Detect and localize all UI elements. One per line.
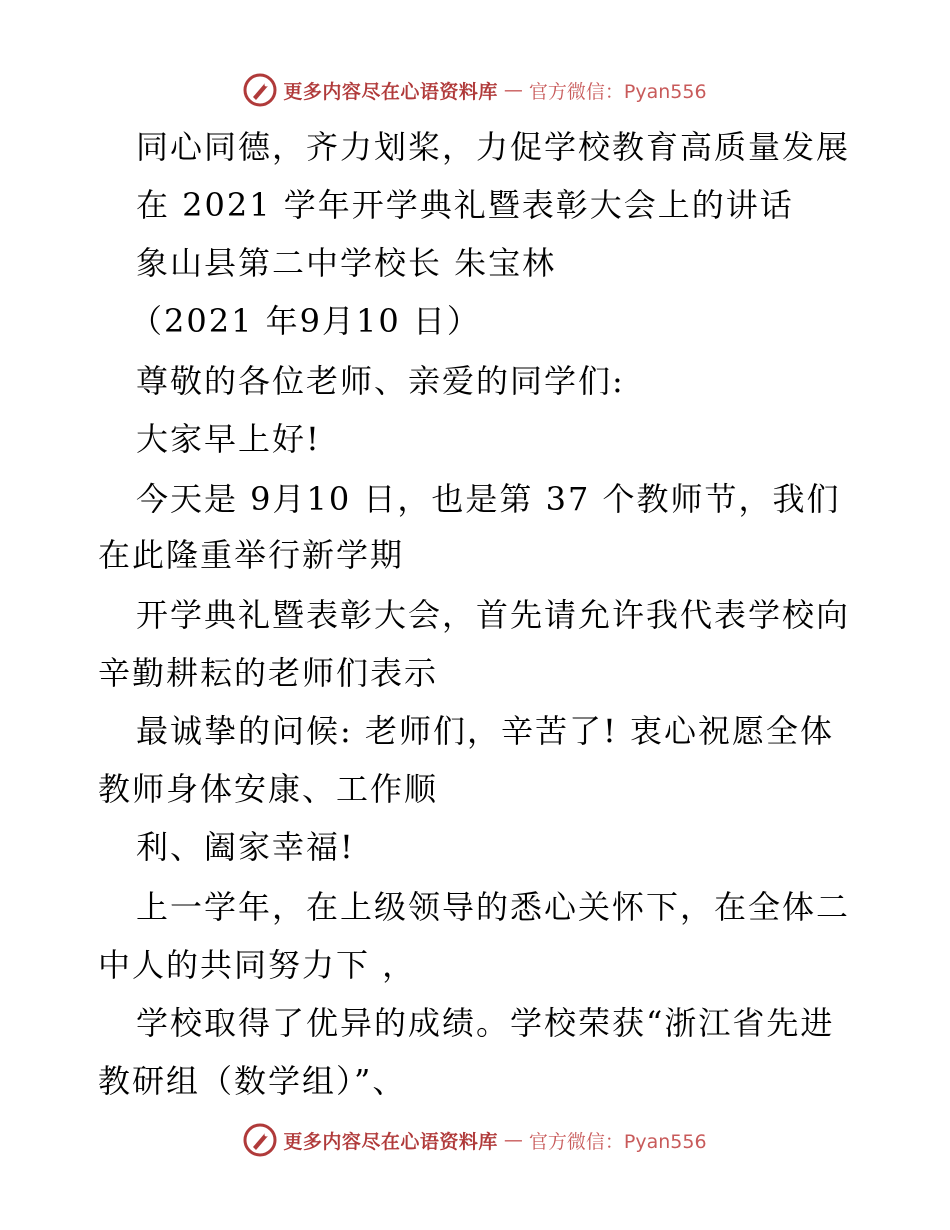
document-author: 象山县第二中学校长 朱宝林: [136, 244, 557, 282]
greeting: 大家早上好!: [136, 420, 321, 458]
watermark-text: 更多内容尽在心语资料库: [283, 1130, 498, 1153]
watermark-text: 更多内容尽在心语资料库: [283, 80, 498, 103]
watermark-footer: [0, 1120, 950, 1160]
paragraph-line: 教研组（数学组）”、: [98, 1062, 407, 1100]
watermark-dash: —: [503, 79, 523, 101]
document-subtitle: 在 2021 学年开学典礼暨表彰大会上的讲话: [136, 186, 794, 224]
watermark-dash: —: [503, 1129, 523, 1151]
paragraph-line: 今天是 9月10 日，也是第 37 个教师节，我们: [136, 480, 841, 518]
paragraph-line: 中人的共同努力下 ，: [98, 946, 417, 984]
paragraph-line: 开学典礼暨表彰大会，首先请允许我代表学校向: [136, 596, 851, 634]
watermark-header: [0, 70, 950, 110]
watermark-contact: 官方微信：Pyan556: [528, 80, 707, 103]
paragraph-line: 上一学年，在上级领导的悉心关怀下，在全体二: [136, 888, 851, 926]
watermark-contact: 官方微信：Pyan556: [528, 1130, 707, 1153]
paragraph-line: 学校取得了优异的成绩。学校荣获“浙江省先进: [136, 1004, 835, 1042]
pen-nib-logo-icon: [243, 1123, 277, 1157]
paragraph-line: 教师身体安康、工作顺: [98, 770, 439, 808]
paragraph-line: 在此隆重举行新学期: [98, 536, 405, 574]
document-date: （2021 年9月10 日）: [130, 302, 481, 340]
paragraph-line: 利、阖家幸福!: [136, 828, 355, 866]
paragraph-line: 最诚挚的问候: 老师们，辛苦了! 衷心祝愿全体: [136, 712, 834, 750]
pen-nib-logo-icon: [243, 73, 277, 107]
salutation: 尊敬的各位老师、亲爱的同学们:: [136, 362, 625, 400]
document-title: 同心同德，齐力划桨，力促学校教育高质量发展: [136, 128, 851, 166]
paragraph-line: 辛勤耕耘的老师们表示: [98, 654, 439, 692]
